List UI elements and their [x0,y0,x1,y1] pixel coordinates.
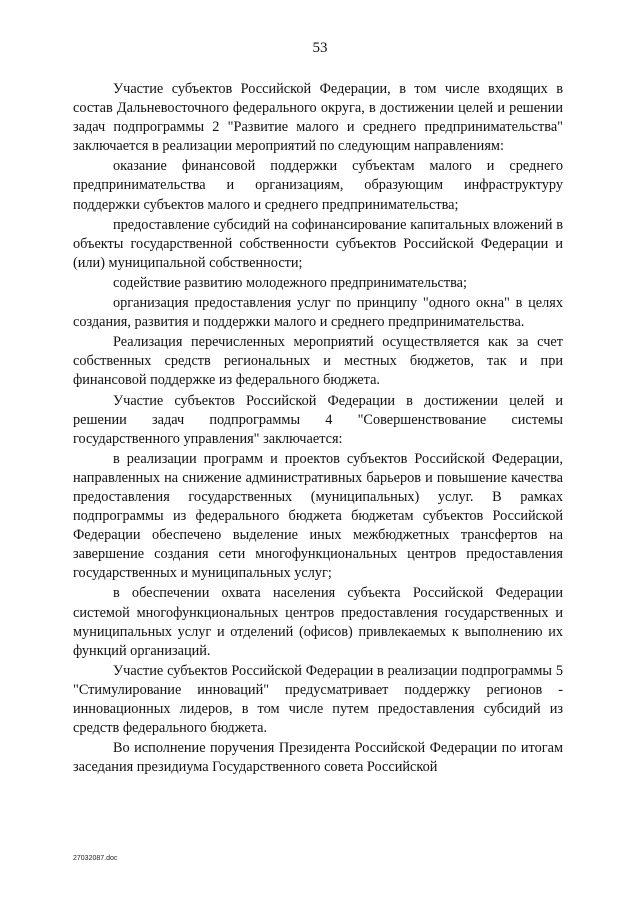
document-body [73,80,563,778]
paragraph: Участие субъектов Российской Федерации, в том числе входящих в состав Дальневосточного федерального округа, в достижении целей и решении задач подпрограммы 2 "Развитие малого и среднего предпринимательства" заключается в реализации мероприятий по следующим направлениям: [73,81,563,155]
paragraph: в обеспечении охвата населения субъекта Российской Федерации системой многофункциональных центров предоставления государственных и муниципальных услуг и отделений (офисов) привлекаемых к выполнению их функций организаций. [73,585,563,659]
paragraph: Реализация перечисленных мероприятий осуществляется как за счет собственных средств региональных и местных бюджетов, так и при финансовой поддержке из федерального бюджета. [73,334,563,389]
paragraph: организация предоставления услуг по принципу "одного окна" в целях создания, развития и поддержки малого и среднего предпринимательства. [73,295,563,331]
footer-filename: 27032087.doc [73,855,118,862]
paragraph: Участие субъектов Российской Федерации в достижении целей и решении задач подпрограммы 4 "Совершенствование системы государственного управления" заключается: [73,392,563,447]
paragraph: оказание финансовой поддержки субъектам малого и среднего предпринимательства и организациям, образующим инфраструктуру поддержки субъектов малого и среднего предпринимательства; [73,158,563,213]
paragraph: Участие субъектов Российской Федерации в реализации подпрограммы 5 "Стимулирование инноваций" предусматривает поддержку регионов - инновационных лидеров, в том числе путем предоставления субсидий из средств федерального бюджета. [73,662,563,737]
paragraph: в реализации программ и проектов субъектов Российской Федерации, направленных на снижение административных барьеров и повышение качества предоставления государственных (муниципальных) услуг. В рамках подпрограммы из федерального бюджета бюджетам субъектов Российской Федерации обеспечено выделение иных межбюджетных трансфертов на завершение создания сети многофункциональных центров предоставления государственных и муниципальных услуг; [73,450,563,582]
paragraph: Во исполнение поручения Президента Российской Федерации по итогам заседания президиума Государственного совета Российской [73,740,563,776]
paragraph: содействие развитию молодежного предпринимательства; [113,274,468,291]
page-number: 53 [312,40,328,56]
paragraph: предоставление субсидий на софинансирование капитальных вложений в объекты государственной собственности субъектов Российской Федерации и (или) муниципальной собственности; [73,216,563,271]
